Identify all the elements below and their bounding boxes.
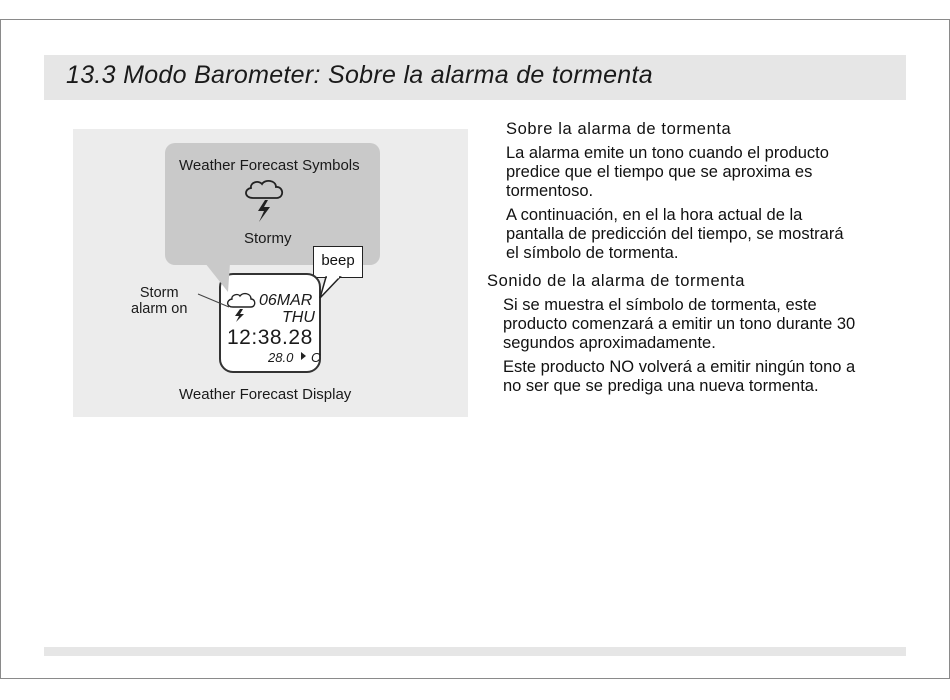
text-line: el símbolo de tormenta.	[506, 244, 679, 262]
text-line: producto comenzará a emitir un tono durante 30	[503, 315, 856, 333]
section-2-heading: Sonido de la alarma de tormenta	[487, 272, 745, 290]
symbols-title: Weather Forecast Symbols	[179, 157, 360, 174]
text-line: A continuación, en el la hora actual de la	[506, 206, 803, 224]
section-2-paragraph-2	[503, 358, 855, 396]
section-2	[503, 296, 855, 396]
footer-bar	[44, 647, 906, 656]
stormy-label: Stormy	[244, 230, 292, 247]
text-line: segundos aproximadamente.	[503, 334, 716, 352]
storm-alarm-label-line2: alarm on	[131, 301, 188, 317]
text-line: pantalla de predicción del tiempo, se mostrará	[506, 225, 844, 243]
display-caption: Weather Forecast Display	[179, 386, 352, 403]
storm-alarm-label	[131, 285, 187, 317]
text-line: Este producto NO volverá a emitir ningún tono a	[503, 358, 856, 376]
storm-alarm-label-line1: Storm	[139, 285, 179, 301]
beep-label: beep	[313, 246, 363, 278]
watch-day: THU	[282, 309, 315, 326]
section-2-heading-wrap	[487, 272, 745, 291]
section-1-heading: Sobre la alarma de tormenta	[506, 120, 732, 138]
section-2-paragraph-1	[503, 296, 855, 353]
page-title: 13.3 Modo Barometer: Sobre la alarma de tormenta	[66, 61, 653, 89]
section-1	[506, 120, 844, 263]
text-line: Si se muestra el símbolo de tormenta, este	[503, 296, 817, 314]
watch-temperature: 28.0	[268, 350, 294, 365]
text-line: La alarma emite un tono cuando el producto	[506, 144, 829, 162]
text-line: no ser que se prediga una nueva tormenta.	[503, 377, 819, 395]
watch-date: 06MAR	[259, 292, 313, 309]
section-1-paragraph-1	[506, 144, 844, 201]
watch-time: 12:38.28	[227, 326, 313, 349]
text-line: tormentoso.	[506, 182, 594, 200]
section-1-paragraph-2	[506, 206, 844, 263]
text-line: predice que el tiempo que se aproxima es	[506, 163, 813, 181]
watch-temperature-unit: C	[311, 350, 321, 365]
